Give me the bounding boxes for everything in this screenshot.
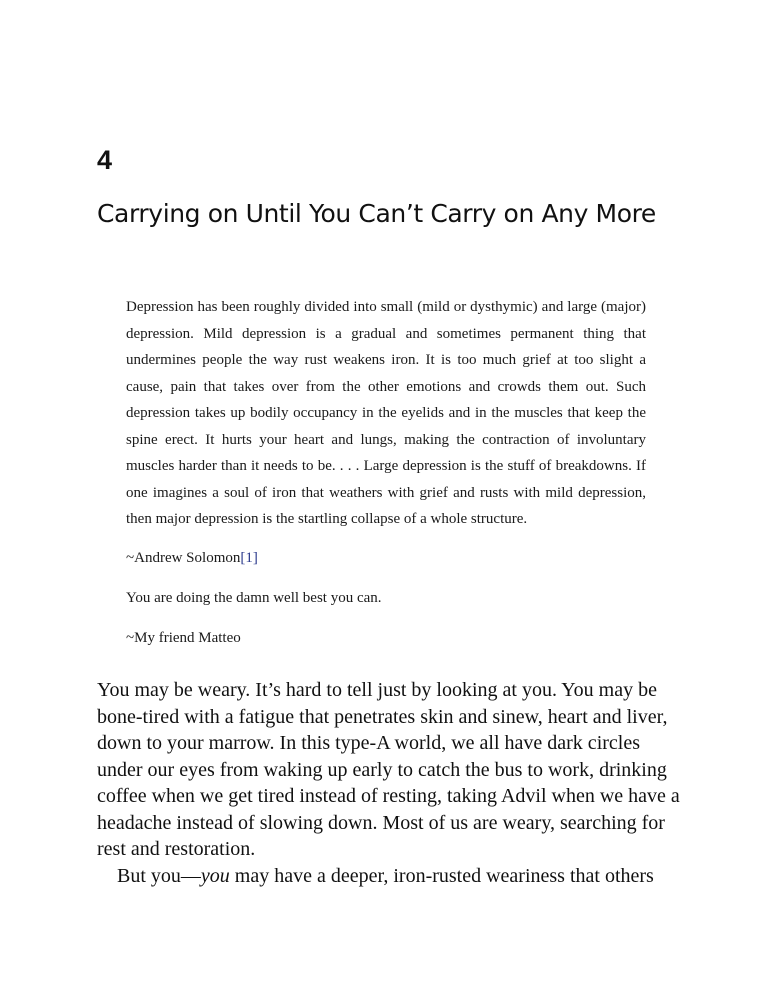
para2-emphasis: you bbox=[200, 864, 230, 887]
second-epigraph-quote: You are doing the damn well best you can. bbox=[126, 589, 382, 606]
body-line: coffee when we get tired instead of resting, taking Advil when we have a bbox=[97, 785, 680, 807]
body-line: headache instead of slowing down. Most of us are weary, searching for bbox=[97, 811, 665, 834]
footnote-link[interactable]: [1] bbox=[240, 549, 258, 566]
para2-start: But you— bbox=[117, 864, 201, 887]
body-line: rest and restoration. bbox=[97, 838, 256, 860]
attribution-author: ~Andrew Solomon bbox=[126, 549, 241, 566]
epigraph-quote: Depression has been roughly divided into small (mild or dysthymic) and large (major) depression. Mild depression is a gradual and sometimes permanent thing that undermines people the way rust weakens iron. It is too much grief at too slight a cause, pain that takes over from the other emotions and crowds them out. Such depression takes up bodily occupancy in the eyelids and in the muscles that keep the spine erect. It hurts your heart and lungs, making the contraction of involuntary muscles harder than it needs to be. . . . Large depression is the stuff of breakdowns. If one imagines a soul of iron that weathers with grief and rusts with mild depression, then major depression is the startling collapse of a whole structure. bbox=[126, 299, 646, 527]
body-text bbox=[97, 677, 680, 889]
epigraph-attribution bbox=[126, 547, 646, 569]
body-line: under our eyes from waking up early to catch the bus to work, drinking bbox=[97, 758, 667, 781]
body-paragraph-1 bbox=[97, 677, 680, 863]
body-line: down to your marrow. In this type-A world, we all have dark circles bbox=[97, 732, 640, 754]
chapter-number: 4 bbox=[97, 145, 113, 175]
body-paragraph-2 bbox=[97, 863, 677, 890]
second-epigraph-attribution: ~My friend Matteo bbox=[126, 629, 241, 646]
chapter-title: Carrying on Until You Can’t Carry on Any More bbox=[97, 199, 656, 228]
para2-end: may have a deeper, iron-rusted weariness that others bbox=[229, 864, 654, 887]
body-line: You may be weary. It’s hard to tell just by looking at you. You may be bbox=[97, 679, 657, 701]
body-line: bone-tired with a fatigue that penetrates skin and sinew, heart and liver, bbox=[97, 705, 668, 728]
epigraph bbox=[126, 294, 646, 649]
